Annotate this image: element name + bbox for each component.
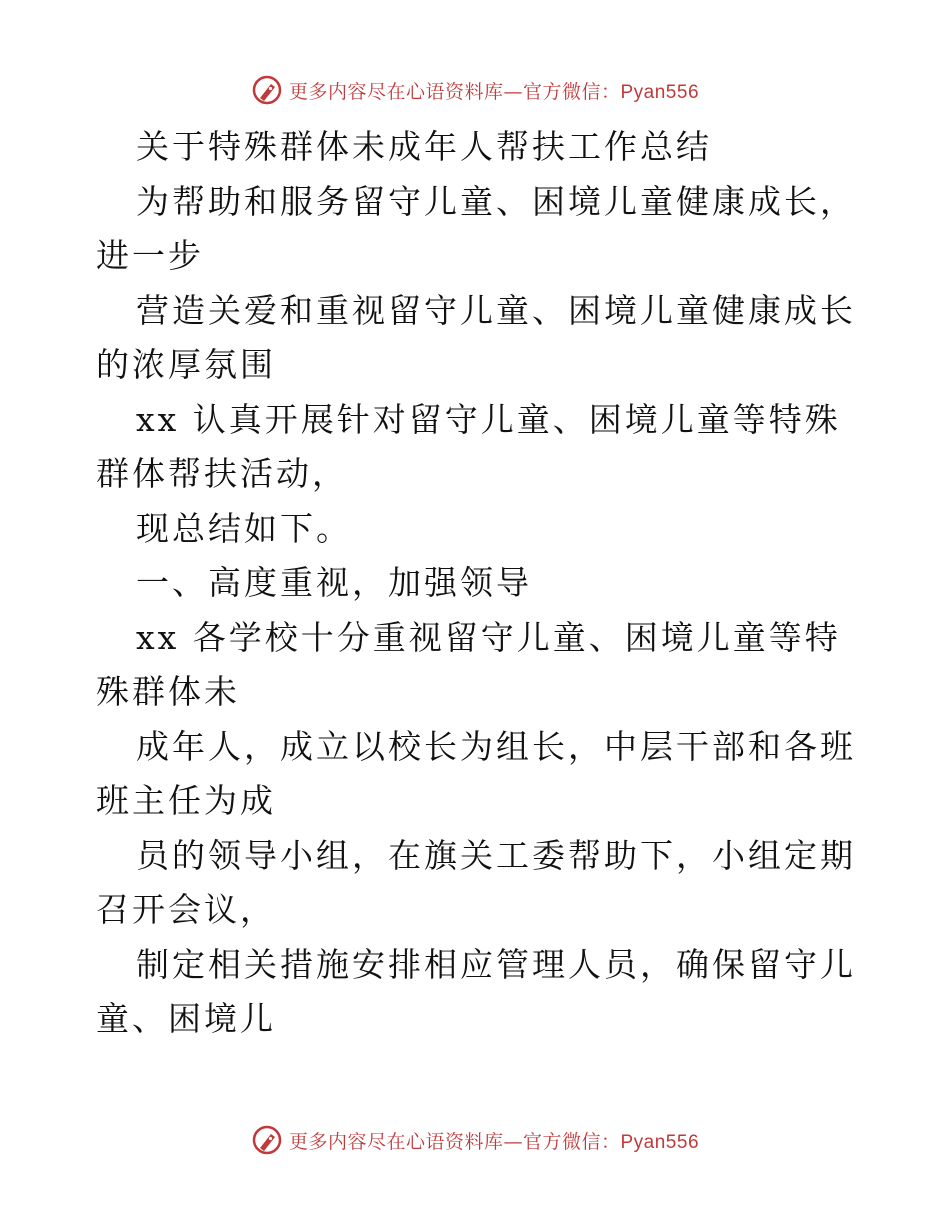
document-title: 关于特殊群体未成年人帮扶工作总结 [136, 127, 712, 166]
watermark-text [289, 77, 699, 104]
watermark-id: Pyan556 [620, 1131, 700, 1153]
pen-nib-logo-icon [251, 74, 283, 106]
pen-nib-logo-icon [251, 1124, 283, 1156]
watermark-text [289, 1127, 699, 1154]
watermark-dash: — [503, 80, 523, 103]
watermark-label: 官方微信： [522, 80, 621, 103]
section-heading: 一、高度重视，加强领导 [136, 563, 532, 602]
paragraph: 为帮助和服务留守儿童、困境儿童健康成长，进一步 [96, 181, 856, 275]
paragraph: xx 各学校十分重视留守儿童、困境儿童等特殊群体未 [96, 617, 841, 711]
paragraph: 营造关爱和重视留守儿童、困境儿童健康成长的浓厚氛围 [96, 290, 856, 384]
paragraph: xx 认真开展针对留守儿童、困境儿童等特殊群体帮扶活动， [96, 399, 841, 493]
paragraph: 成年人，成立以校长为组长，中层干部和各班班主任为成 [96, 726, 856, 820]
watermark-label: 官方微信： [522, 1130, 621, 1153]
watermark-brand: 更多内容尽在心语资料库 [288, 80, 504, 103]
footer-watermark [0, 1122, 950, 1158]
watermark-brand: 更多内容尽在心语资料库 [288, 1130, 504, 1153]
watermark-id: Pyan556 [620, 81, 700, 103]
document-body [96, 120, 856, 1047]
paragraph: 制定相关措施安排相应管理人员，确保留守儿童、困境儿 [96, 944, 856, 1038]
paragraph: 员的领导小组，在旗关工委帮助下，小组定期召开会议， [96, 835, 856, 929]
watermark-dash: — [503, 1130, 523, 1153]
header-watermark [0, 72, 950, 108]
paragraph: 现总结如下。 [136, 508, 352, 548]
